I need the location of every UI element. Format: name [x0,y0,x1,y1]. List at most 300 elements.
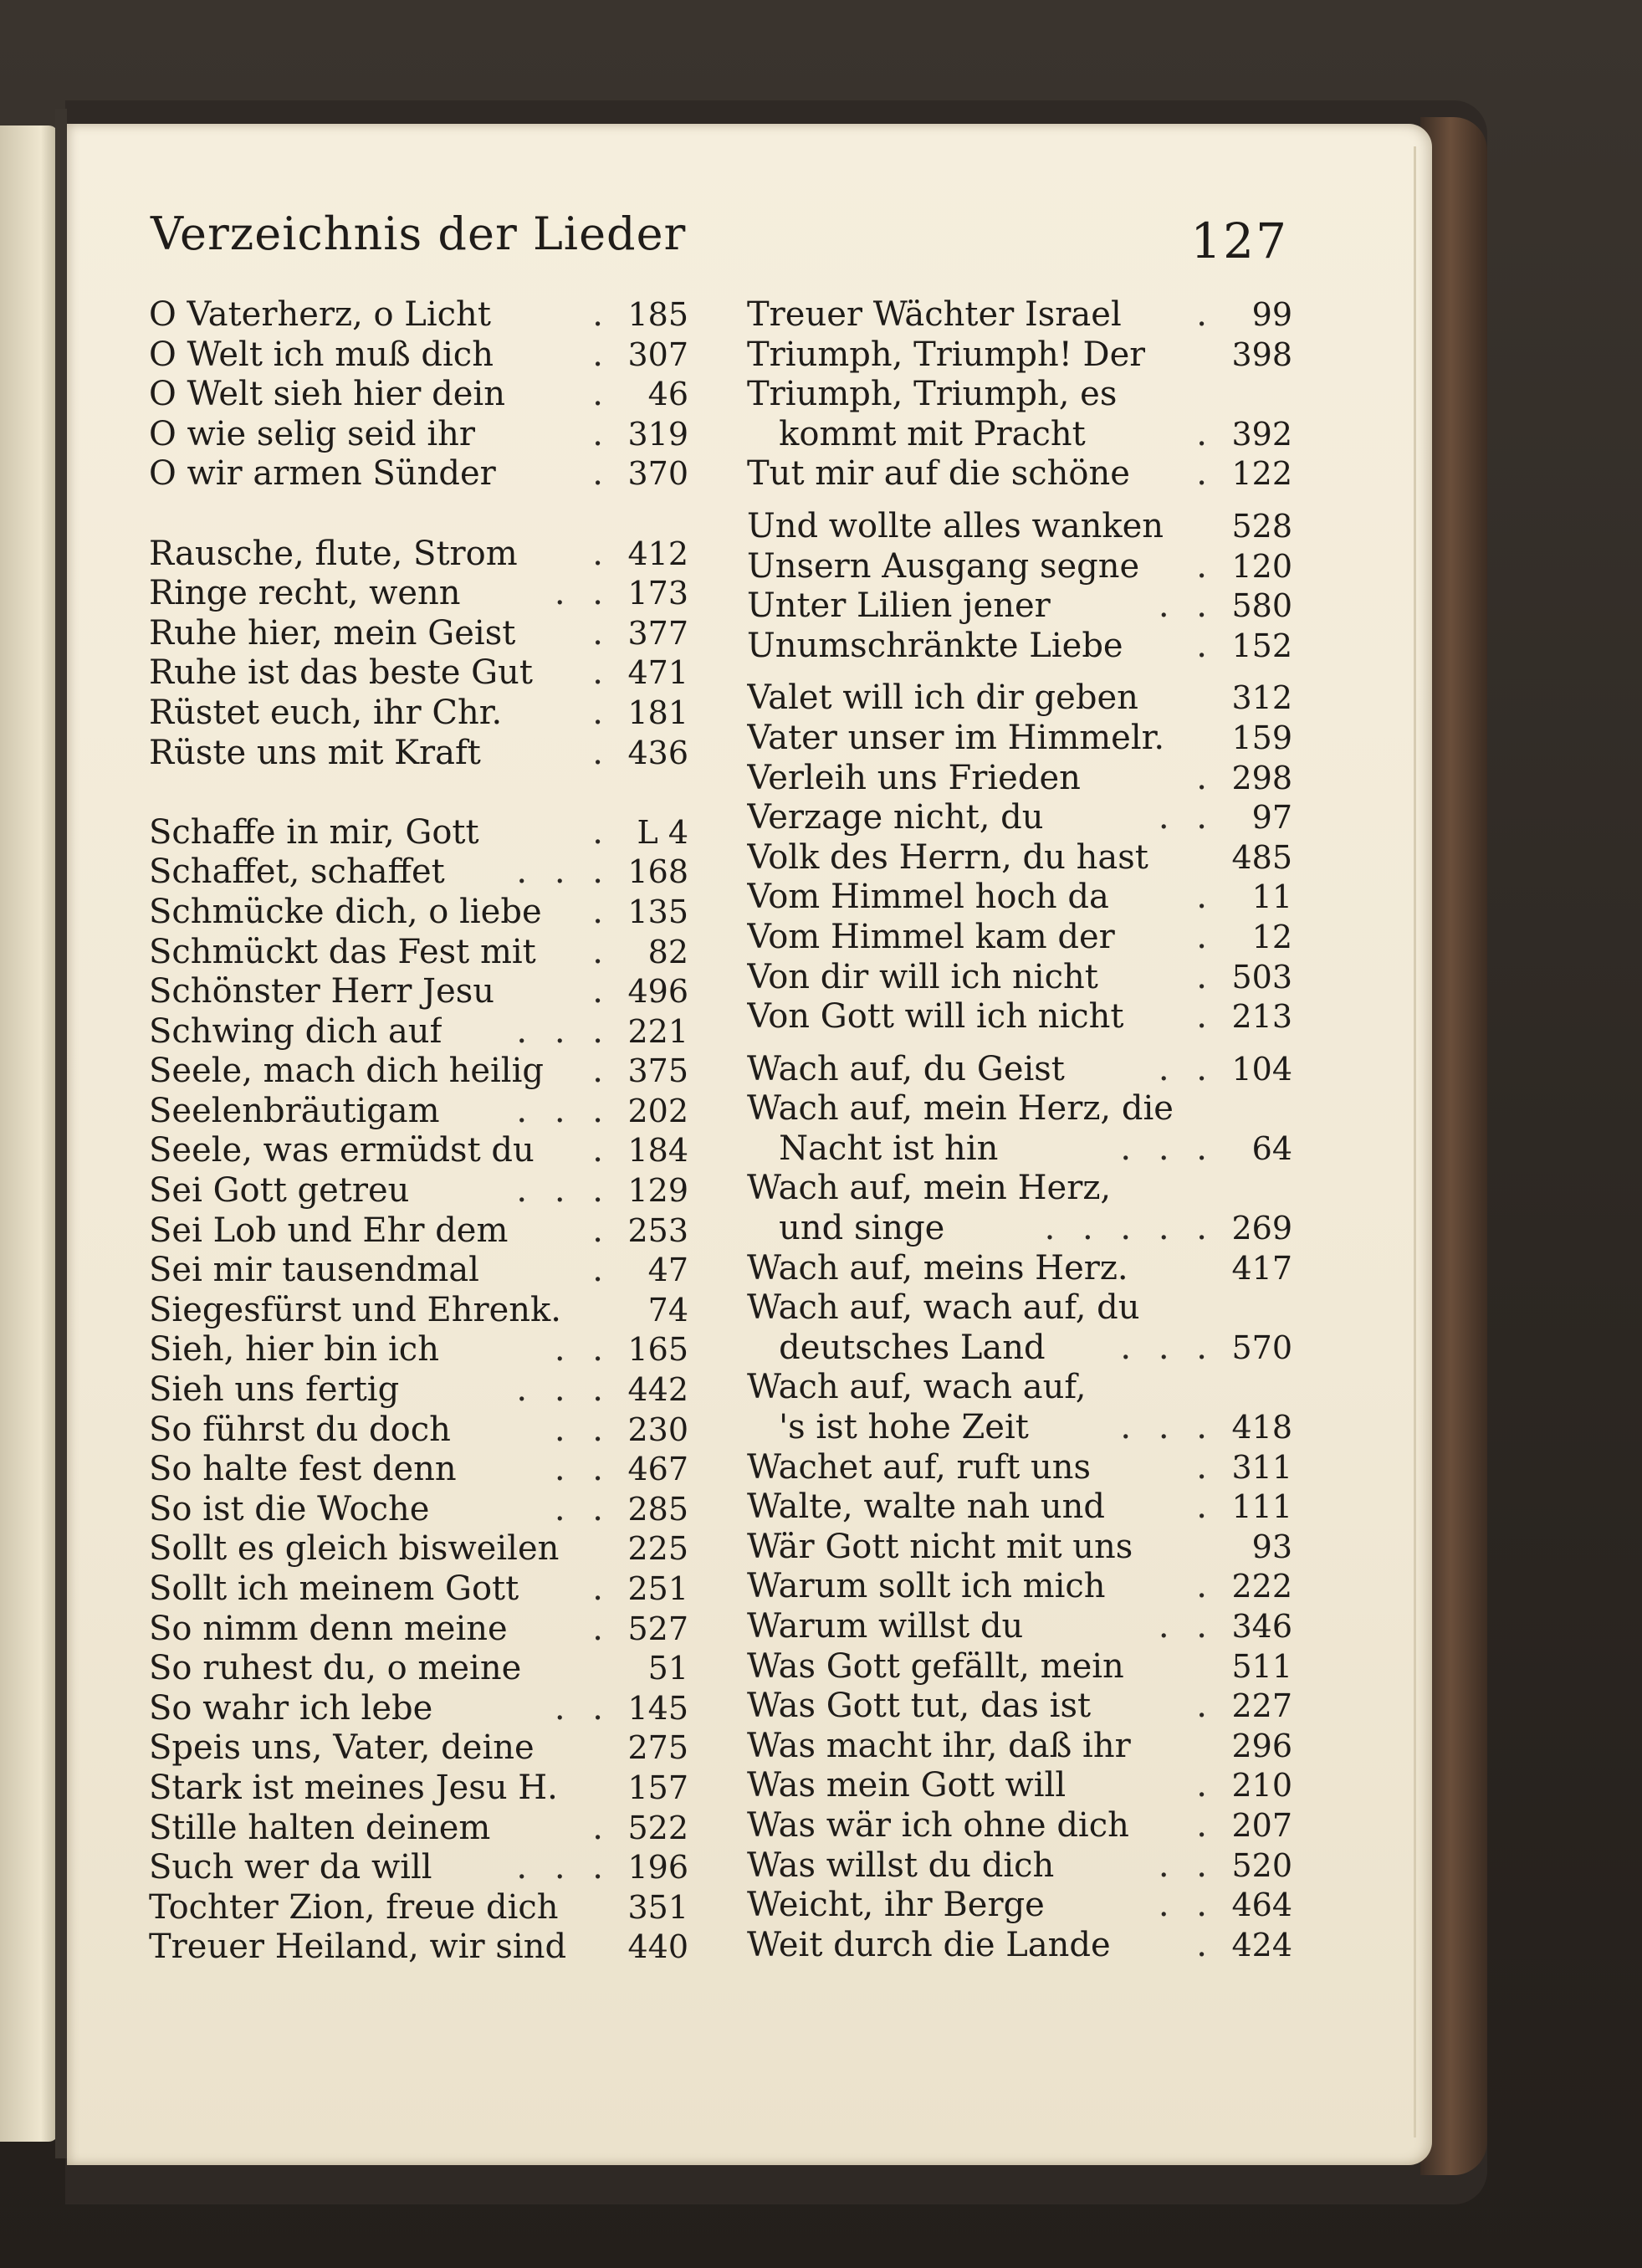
hymn-title: Sollt ich meinem Gott [149,1569,519,1608]
dot-leader: . [592,812,611,852]
index-entry [149,415,688,455]
index-entry [747,507,1292,547]
hymn-number: L 4 [637,813,688,851]
hymn-number: 47 [647,1252,688,1289]
hymn-number: 312 [1231,679,1292,717]
index-entry [747,1448,1292,1488]
dot-leader: . [592,613,611,653]
dot-leader: . [592,1609,611,1648]
dot-leader: . [592,414,611,453]
hymn-number: 398 [1231,335,1292,373]
dot-leader: . [1196,1805,1215,1845]
hymn-title: Sieh uns fertig [149,1370,400,1410]
hymn-title: Wach auf, wach auf, [747,1368,1087,1407]
index-entry [149,535,688,575]
hymn-number: 185 [627,296,688,333]
hymn-number: 93 [1251,1528,1292,1565]
index-entry [149,813,688,853]
dot-leader: . [592,1211,611,1250]
hymn-number: 165 [627,1331,688,1369]
hymn-number: 97 [1251,799,1292,837]
dot-leader: . . [554,1410,611,1449]
hymn-number: 436 [627,734,688,771]
dot-leader: . . [1158,1886,1215,1925]
hymn-number: 152 [1231,627,1292,664]
hymn-title: Unumschränkte Liebe [747,626,1123,665]
index-column-right [747,295,1292,1965]
hymn-title: Schaffet, schaffet [149,852,445,892]
index-entry [747,1806,1292,1846]
hymn-title: kommt mit Pracht [747,414,1086,453]
index-entry [747,1727,1292,1767]
hymn-title: Verleih uns Frieden [747,758,1081,797]
index-entry [149,1809,688,1849]
dot-leader: . . . [516,1848,611,1887]
book-gutter [55,109,67,2158]
hymn-title: Vater unser im Himmelr. [747,718,1165,757]
hymn-number: 351 [627,1888,688,1926]
index-entry [149,972,688,1012]
hymn-title: Schwing dich auf [149,1011,442,1051]
dot-leader: . . [1158,1607,1215,1646]
index-entry [747,958,1292,998]
index-entry [747,1926,1292,1966]
dot-leader: . . [1158,1846,1215,1885]
dot-leader: . . [554,1489,611,1528]
hymn-number: 64 [1251,1129,1292,1167]
index-entry [747,375,1292,415]
dot-leader: . [592,1808,611,1847]
hymn-title: Was willst du dich [747,1846,1055,1885]
index-entry [747,1886,1292,1926]
hymn-number: 221 [627,1012,688,1050]
index-entry [747,1408,1292,1448]
dot-leader: . . [554,1450,611,1489]
index-entry [149,454,688,494]
hymn-title: Tut mir auf die schöne [747,454,1130,494]
dot-leader: . [1196,626,1215,665]
hymn-number: 181 [627,694,688,731]
index-entry [747,1687,1292,1727]
previous-page-edge [0,125,59,2142]
index-entry [149,1490,688,1530]
dot-leader: . . . [516,1171,611,1211]
hymn-number: 269 [1231,1210,1292,1247]
hymn-title: Warum sollt ich mich [747,1567,1106,1606]
hymn-number: 104 [1231,1050,1292,1088]
hymn-title: Was mein Gott will [747,1766,1067,1805]
hymn-title: Was wär ich ohne dich [747,1805,1129,1845]
index-entry [149,295,688,335]
index-entry [149,1410,688,1451]
dot-leader: . . . [516,1370,611,1410]
dot-leader: . . . [1120,1328,1215,1367]
hymn-title: Weicht, ihr Berge [747,1886,1045,1925]
hymn-number: 440 [627,1928,688,1966]
hymn-number: 485 [1231,838,1292,876]
index-entry [747,1487,1292,1528]
dot-leader: . . [554,1688,611,1728]
index-entry [149,1769,688,1809]
hymn-number: 464 [1231,1887,1292,1924]
hymn-title: Sollt es gleich bisweilen [149,1529,560,1569]
hymn-title: Unter Lilien jener [747,586,1051,626]
hymn-title: Sei Gott getreu [149,1171,410,1211]
hymn-title: Stille halten deinem [149,1808,491,1847]
hymn-title: Warum willst du [747,1607,1024,1646]
hymn-number: 377 [627,614,688,652]
index-entry [747,719,1292,759]
hymn-number: 51 [647,1650,688,1687]
hymn-title: Wär Gott nicht mit uns [747,1527,1133,1566]
index-entry [149,574,688,614]
dot-leader: . [592,534,611,573]
index-entry [747,1329,1292,1369]
dot-leader: . . [1158,586,1215,626]
dot-leader: . [592,335,611,374]
dot-leader: . . . [1120,1129,1215,1168]
hymn-number: 275 [627,1729,688,1767]
hymn-number: 496 [627,973,688,1011]
dot-leader: . [1196,1687,1215,1726]
dot-leader: . [592,972,611,1011]
hymn-title: Von dir will ich nicht [747,957,1098,996]
hymn-title: Triumph, Triumph, es [747,375,1118,414]
dot-leader: . [1196,758,1215,797]
hymn-number: 122 [1231,455,1292,493]
index-entry [747,918,1292,958]
hymn-number: 230 [627,1410,688,1448]
hymn-title: Seele, mach dich heilig [149,1052,544,1091]
page-title: Verzeichnis der Lieder [151,207,687,260]
hymn-number: 528 [1231,507,1292,545]
hymn-number: 442 [627,1371,688,1409]
dot-leader: . [1196,414,1215,453]
hymn-number: 418 [1231,1409,1292,1446]
index-entry [747,1846,1292,1887]
hymn-title: 's ist hohe Zeit [747,1408,1029,1447]
hymn-title: O Welt ich muß dich [149,335,494,374]
hymn-title: Wach auf, mein Herz, [747,1169,1112,1208]
hymn-title: Was Gott gefällt, mein [747,1646,1124,1686]
dot-leader: . . [1158,1049,1215,1088]
hymn-title: Tochter Zion, freue dich [149,1887,559,1927]
hymn-number: 346 [1231,1608,1292,1645]
hymn-number: 111 [1231,1488,1292,1526]
index-entry [149,1689,688,1729]
index-entry [149,1012,688,1052]
index-entry [747,1129,1292,1170]
index-entry [149,1529,688,1569]
index-entry [149,1928,688,1968]
hymn-title: Volk des Herrn, du hast [747,837,1148,877]
dot-leader: . . . . . [1044,1209,1215,1248]
hymn-title: Valet will ich dir geben [747,678,1138,718]
hymn-title: Triumph, Triumph! Der [747,335,1146,374]
section-spacer [149,773,688,813]
hymn-title: Schmückt das Fest mit [149,932,536,971]
hymn-title: Sieh, hier bin ich [149,1330,439,1370]
index-entry [747,454,1292,494]
hymn-title: Weit durch die Lande [747,1925,1111,1964]
hymn-title: O Welt sieh hier dein [149,375,505,414]
hymn-title: O Vaterherz, o Licht [149,295,491,334]
index-column-left [149,295,688,1968]
hymn-title: O wir armen Sünder [149,454,496,494]
hymn-title: Wach auf, du Geist [747,1049,1065,1088]
dot-leader: . [1196,1487,1215,1527]
hymn-title: Nacht ist hin [747,1129,999,1168]
dot-leader: . [1196,997,1215,1037]
hymn-title: So führst du doch [149,1410,451,1449]
index-entry [149,1291,688,1331]
hymn-number: 227 [1231,1687,1292,1725]
hymn-number: 424 [1231,1926,1292,1963]
index-entry [747,838,1292,878]
hymn-title: Wach auf, mein Herz, die [747,1089,1174,1129]
hymn-number: 82 [647,933,688,970]
hymn-title: Such wer da will [149,1848,432,1887]
hymn-title: Stark ist meines Jesu H. [149,1768,558,1807]
dot-leader: . [592,454,611,494]
section-spacer [747,666,1292,678]
hymn-title: Verzage nicht, du [747,798,1044,837]
index-entry [747,798,1292,838]
hymn-number: 307 [627,335,688,373]
page-header [151,207,1288,274]
hymn-number: 99 [1251,296,1292,333]
index-entry [747,759,1292,799]
index-entry [149,734,688,774]
dot-leader: . . . [1120,1408,1215,1447]
dot-leader: . [1196,957,1215,996]
index-entry [747,1209,1292,1249]
hymn-title: Von Gott will ich nicht [747,997,1124,1037]
index-entry [747,997,1292,1037]
hymn-number: 370 [627,455,688,493]
hymn-number: 511 [1231,1647,1292,1685]
hymn-number: 74 [647,1291,688,1329]
hymn-number: 392 [1231,415,1292,453]
dot-leader: . [592,1251,611,1290]
index-entry [747,335,1292,376]
hymn-number: 298 [1231,759,1292,796]
index-entry [747,1528,1292,1568]
hymn-title: Rüste uns mit Kraft [149,733,481,772]
hymn-number: 311 [1231,1448,1292,1486]
index-entry [149,1888,688,1928]
dot-leader: . . [554,1330,611,1370]
hymn-title: Treuer Heiland, wir sind [149,1928,567,1967]
index-entry [747,878,1292,918]
hymn-number: 168 [627,853,688,891]
index-entry [747,678,1292,719]
dot-leader: . [1196,454,1215,494]
hymn-number: 12 [1251,918,1292,955]
index-entry [149,1330,688,1370]
dot-leader: . [592,733,611,772]
hymn-number: 417 [1231,1249,1292,1287]
index-entry [747,627,1292,667]
dot-leader: . . [1158,798,1215,837]
index-entry [149,1052,688,1092]
hymn-title: Schaffe in mir, Gott [149,812,479,852]
dot-leader: . . . [516,1011,611,1051]
dot-leader: . [1196,1766,1215,1805]
dot-leader: . [592,693,611,732]
hymn-number: 225 [627,1530,688,1568]
hymn-title: Sei Lob und Ehr dem [149,1211,509,1250]
index-entry [747,1647,1292,1687]
hymn-title: Und wollte alles wanken [747,506,1164,545]
index-entry [747,547,1292,587]
dot-leader: . [1196,295,1215,334]
hymn-title: Wachet auf, ruft uns [747,1447,1092,1487]
hymn-number: 296 [1231,1727,1292,1764]
index-entry [747,415,1292,455]
hymn-number: 202 [627,1092,688,1129]
hymn-number: 522 [627,1809,688,1846]
index-entry [747,1288,1292,1329]
hymn-number: 129 [627,1172,688,1210]
dot-leader: . [592,653,611,693]
index-entry [747,1567,1292,1607]
hymn-title: Rüstet euch, ihr Chr. [149,693,503,732]
index-entry [149,933,688,973]
dot-leader: . [1196,917,1215,956]
hymn-number: 253 [627,1211,688,1249]
dot-leader: . [1196,1447,1215,1487]
hymn-title: Siegesfürst und Ehrenk. [149,1290,561,1329]
hymn-number: 207 [1231,1806,1292,1844]
hymn-title: Wach auf, meins Herz. [747,1248,1128,1288]
index-entry [149,1569,688,1610]
page-edge-line [1414,146,1416,2137]
hymn-number: 173 [627,575,688,612]
dot-leader: . [592,1569,611,1608]
index-entry [149,375,688,415]
hymn-title: Wach auf, wach auf, du [747,1288,1140,1328]
index-entry [149,1171,688,1211]
index-entry [149,1610,688,1650]
hymn-title: Vom Himmel kam der [747,917,1115,956]
dot-leader: . . [554,574,611,613]
dot-leader: . [592,932,611,971]
index-entry [747,1089,1292,1129]
hymn-title: und singe [747,1209,945,1248]
hymn-number: 580 [1231,587,1292,625]
hymn-title: Schönster Herr Jesu [149,972,495,1011]
hymn-number: 319 [627,415,688,453]
hymn-title: Speis uns, Vater, deine [149,1728,535,1768]
index-entry [149,335,688,376]
hymn-title: Vom Himmel hoch da [747,878,1109,917]
hymn-number: 503 [1231,958,1292,996]
hymn-title: Seelenbräutigam [149,1091,440,1130]
index-entry [149,1092,688,1132]
hymn-number: 412 [627,535,688,572]
hymn-title: Ruhe ist das beste Gut [149,653,533,693]
hymn-title: Ringe recht, wenn [149,574,461,613]
section-spacer [747,1037,1292,1050]
index-entry [747,586,1292,627]
index-entry [747,1050,1292,1090]
index-entry [149,1370,688,1410]
hymn-number: 135 [627,893,688,930]
hymn-number: 210 [1231,1767,1292,1805]
dot-leader: . [1196,1567,1215,1606]
index-entry [149,1450,688,1490]
index-entry [149,1649,688,1689]
index-entry [747,295,1292,335]
hymn-title: Was Gott tut, das ist [747,1687,1092,1726]
hymn-title: Sei mir tausendmal [149,1251,479,1290]
hymn-title: Was macht ihr, daß ihr [747,1726,1131,1765]
index-entry [149,1131,688,1171]
dot-leader: . [1196,546,1215,586]
dot-leader: . [592,295,611,334]
hymn-number: 196 [627,1849,688,1887]
hymn-number: 285 [627,1490,688,1528]
hymn-title: So wahr ich lebe [149,1688,433,1728]
page-number: 127 [1190,212,1288,269]
hymn-number: 222 [1231,1568,1292,1605]
index-entry [149,653,688,694]
hymn-number: 527 [627,1610,688,1647]
hymn-number: 471 [627,654,688,692]
hymn-title: So halte fest denn [149,1450,457,1489]
hymn-title: Ruhe hier, mein Geist [149,613,516,653]
hymn-number: 570 [1231,1329,1292,1366]
index-entry [747,1766,1292,1806]
index-entry [149,852,688,893]
hymn-number: 467 [627,1451,688,1488]
section-spacer [747,494,1292,507]
hymn-title: O wie selig seid ihr [149,414,476,453]
index-entry [149,1251,688,1291]
dot-leader: . [592,892,611,931]
hymn-title: So ruhest du, o meine [149,1649,522,1688]
hymn-number: 159 [1231,719,1292,756]
hymn-title: Unsern Ausgang segne [747,546,1140,586]
hymn-title: So nimm denn meine [149,1609,508,1648]
hymn-title: deutsches Land [747,1328,1046,1367]
index-entry [149,1211,688,1252]
hymn-number: 120 [1231,547,1292,585]
index-entry [747,1368,1292,1408]
hymn-title: Walte, walte nah und [747,1487,1106,1527]
hymn-number: 251 [627,1570,688,1607]
hymn-number: 375 [627,1052,688,1090]
hymn-number: 11 [1251,878,1292,916]
hymn-number: 46 [647,376,688,413]
hymn-title: Treuer Wächter Israel [747,295,1122,334]
index-entry [149,694,688,734]
hymn-number: 145 [627,1689,688,1727]
section-spacer [149,494,688,535]
hymn-title: Schmücke dich, o liebe [149,892,542,931]
hymn-number: 157 [627,1769,688,1806]
dot-leader: . [592,1131,611,1170]
index-entry [149,614,688,654]
index-entry [149,893,688,933]
dot-leader: . [592,1052,611,1091]
hymn-title: Seele, was ermüdst du [149,1131,535,1170]
index-entry [149,1728,688,1769]
dot-leader: . . . [516,852,611,892]
hymn-number: 213 [1231,998,1292,1036]
dot-leader: . . . [516,1091,611,1130]
